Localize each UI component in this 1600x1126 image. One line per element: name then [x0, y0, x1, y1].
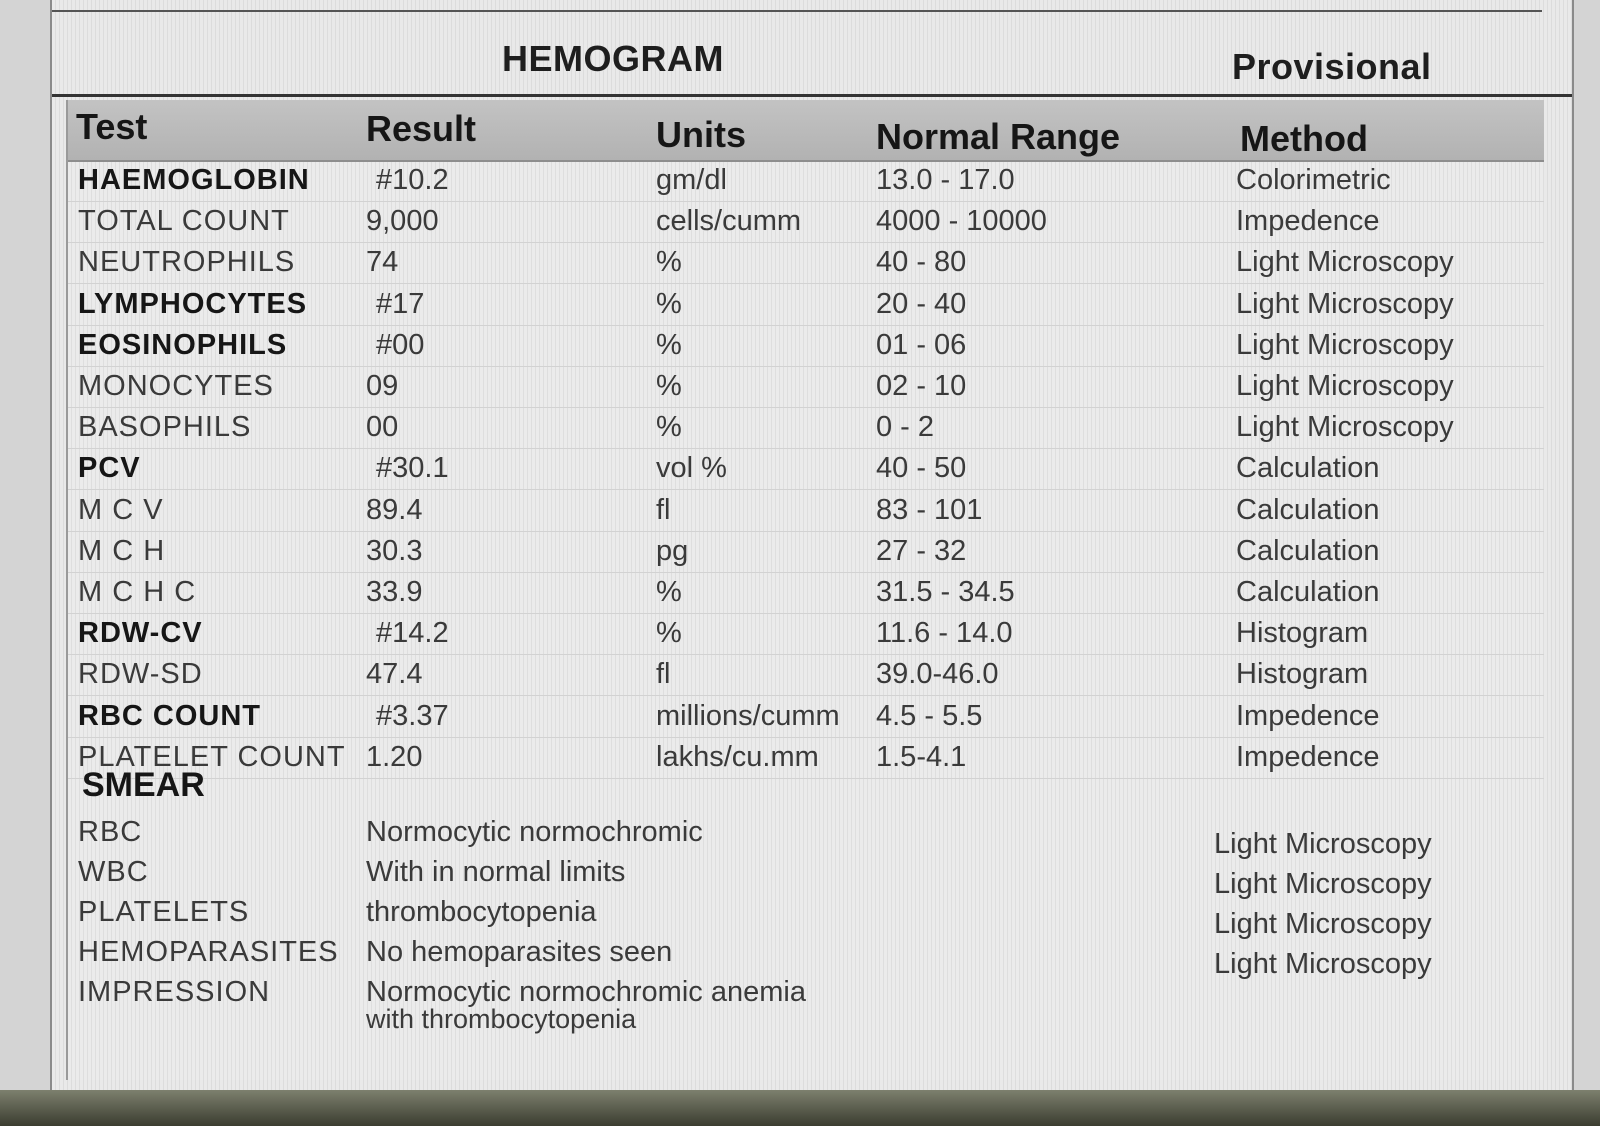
method-cell: Light Microscopy — [1236, 328, 1454, 361]
smear-method-cell: Light Microscopy — [1214, 868, 1432, 900]
result-cell: 33.9 — [366, 576, 423, 608]
units-cell: % — [656, 287, 682, 320]
method-cell: Colorimetric — [1236, 164, 1391, 196]
result-cell: 1.20 — [366, 740, 423, 773]
table-row — [68, 737, 1544, 779]
result-cell: 30.3 — [366, 534, 423, 567]
units-cell: % — [656, 246, 682, 279]
table-row — [68, 613, 1544, 655]
result-cell: 09 — [366, 370, 399, 402]
test-name-cell: LYMPHOCYTES — [78, 287, 308, 320]
result-cell: #10.2 — [376, 164, 449, 196]
result-cell: 00 — [366, 411, 399, 444]
table-row — [68, 407, 1544, 449]
units-cell: % — [656, 576, 682, 608]
method-cell: Light Microscopy — [1236, 287, 1454, 320]
units-cell: % — [656, 370, 682, 402]
units-cell: fl — [656, 658, 671, 691]
smear-row — [68, 852, 1544, 900]
normal-range-cell: 02 - 10 — [876, 370, 967, 402]
method-cell: Histogram — [1236, 617, 1369, 650]
column-header-result: Result — [366, 108, 477, 149]
test-name-cell: EOSINOPHILS — [78, 328, 288, 361]
table-row — [68, 366, 1544, 408]
method-cell: Calculation — [1236, 534, 1380, 567]
result-cell: 47.4 — [366, 658, 423, 691]
method-cell: Impedence — [1236, 740, 1380, 773]
table-row — [68, 448, 1544, 490]
normal-range-cell: 4000 - 10000 — [876, 205, 1047, 238]
table-row — [68, 284, 1544, 326]
normal-range-cell: 13.0 - 17.0 — [876, 164, 1015, 196]
test-name-cell: M C V — [78, 493, 164, 526]
test-name-cell: PCV — [78, 452, 141, 485]
table-row — [68, 490, 1544, 532]
column-header-method: Method — [1240, 118, 1368, 159]
normal-range-cell: 40 - 50 — [876, 452, 967, 485]
smear-result-cell: No hemoparasites seen — [366, 936, 673, 968]
smear-result-cell: Normocytic normochromic anemia — [366, 976, 806, 1008]
smear-test-cell: RBC — [78, 816, 143, 848]
result-cell: 74 — [366, 246, 399, 279]
test-name-cell: BASOPHILS — [78, 411, 252, 444]
normal-range-cell: 83 - 101 — [876, 493, 983, 526]
test-name-cell: RBC COUNT — [78, 699, 261, 732]
normal-range-cell: 20 - 40 — [876, 287, 967, 320]
report-title: HEMOGRAM — [502, 38, 724, 79]
result-cell: #17 — [376, 287, 425, 320]
test-name-cell: M C H C — [78, 576, 197, 608]
method-cell: Impedence — [1236, 699, 1380, 732]
monitor-bezel — [0, 1090, 1600, 1126]
test-name-cell: RDW-CV — [78, 617, 203, 650]
units-cell: % — [656, 617, 682, 650]
smear-method-cell: Light Microscopy — [1214, 828, 1432, 860]
test-name-cell: HAEMOGLOBIN — [78, 164, 310, 196]
table-row — [68, 531, 1544, 573]
smear-row — [68, 932, 1544, 980]
method-cell: Calculation — [1236, 452, 1380, 485]
table-row — [68, 325, 1544, 367]
units-cell: cells/cumm — [656, 205, 802, 238]
table-row — [68, 654, 1544, 696]
report-status: Provisional — [1232, 46, 1432, 87]
units-cell: pg — [656, 534, 689, 567]
result-cell: 89.4 — [366, 493, 423, 526]
normal-range-cell: 01 - 06 — [876, 328, 967, 361]
test-name-cell: TOTAL COUNT — [78, 205, 290, 238]
result-cell: #30.1 — [376, 452, 449, 485]
table-row — [68, 201, 1544, 243]
method-cell: Calculation — [1236, 493, 1380, 526]
report-header — [52, 12, 1572, 97]
method-cell: Light Microscopy — [1236, 246, 1454, 279]
normal-range-cell: 39.0-46.0 — [876, 658, 999, 691]
units-cell: millions/cumm — [656, 699, 840, 732]
smear-result-line2: with thrombocytopenia — [366, 1004, 637, 1034]
column-header-normal-range: Normal Range — [876, 116, 1121, 157]
smear-result-cell: thrombocytopenia — [366, 896, 597, 928]
table-row — [68, 572, 1544, 614]
table-row — [68, 696, 1544, 738]
smear-test-cell: HEMOPARASITES — [78, 936, 339, 968]
smear-test-cell: PLATELETS — [78, 896, 250, 928]
smear-result-cell: Normocytic normochromic — [366, 816, 703, 848]
normal-range-cell: 0 - 2 — [876, 411, 935, 444]
method-cell: Impedence — [1236, 205, 1380, 238]
units-cell: lakhs/cu.mm — [656, 740, 819, 773]
units-cell: fl — [656, 493, 671, 526]
smear-section-title: SMEAR — [82, 766, 205, 804]
smear-test-cell: IMPRESSION — [78, 976, 271, 1008]
result-cell: #3.37 — [376, 699, 449, 732]
method-cell: Light Microscopy — [1236, 370, 1454, 402]
method-cell: Histogram — [1236, 658, 1369, 691]
column-header-test: Test — [76, 106, 148, 147]
column-header-units: Units — [656, 114, 746, 155]
smear-method-cell: Light Microscopy — [1214, 948, 1432, 980]
normal-range-cell: 27 - 32 — [876, 534, 967, 567]
test-name-cell: MONOCYTES — [78, 370, 274, 402]
result-cell: 9,000 — [366, 205, 439, 238]
units-cell: % — [656, 411, 682, 444]
report-page — [50, 0, 1574, 1090]
units-cell: vol % — [656, 452, 727, 485]
units-cell: gm/dl — [656, 164, 727, 196]
normal-range-cell: 4.5 - 5.5 — [876, 699, 983, 732]
normal-range-cell: 1.5-4.1 — [876, 740, 967, 773]
method-cell: Light Microscopy — [1236, 411, 1454, 444]
smear-row — [68, 892, 1544, 940]
smear-method-cell: Light Microscopy — [1214, 908, 1432, 940]
normal-range-cell: 40 - 80 — [876, 246, 967, 279]
test-name-cell: M C H — [78, 534, 166, 567]
normal-range-cell: 11.6 - 14.0 — [876, 617, 1013, 650]
test-name-cell: PLATELET COUNT — [78, 740, 346, 773]
smear-row — [68, 812, 1544, 860]
units-cell: % — [656, 328, 682, 361]
method-cell: Calculation — [1236, 576, 1380, 608]
normal-range-cell: 31.5 - 34.5 — [876, 576, 1015, 608]
smear-result-cell: With in normal limits — [366, 856, 626, 888]
table-header-row — [68, 100, 1544, 162]
results-table — [66, 100, 1544, 1080]
table-row — [68, 160, 1544, 202]
result-cell: #14.2 — [376, 617, 449, 650]
smear-test-cell: WBC — [78, 856, 149, 888]
table-row — [68, 242, 1544, 284]
smear-row — [68, 972, 1544, 1034]
result-cell: #00 — [376, 328, 425, 361]
test-name-cell: NEUTROPHILS — [78, 246, 296, 279]
test-name-cell: RDW-SD — [78, 658, 203, 691]
